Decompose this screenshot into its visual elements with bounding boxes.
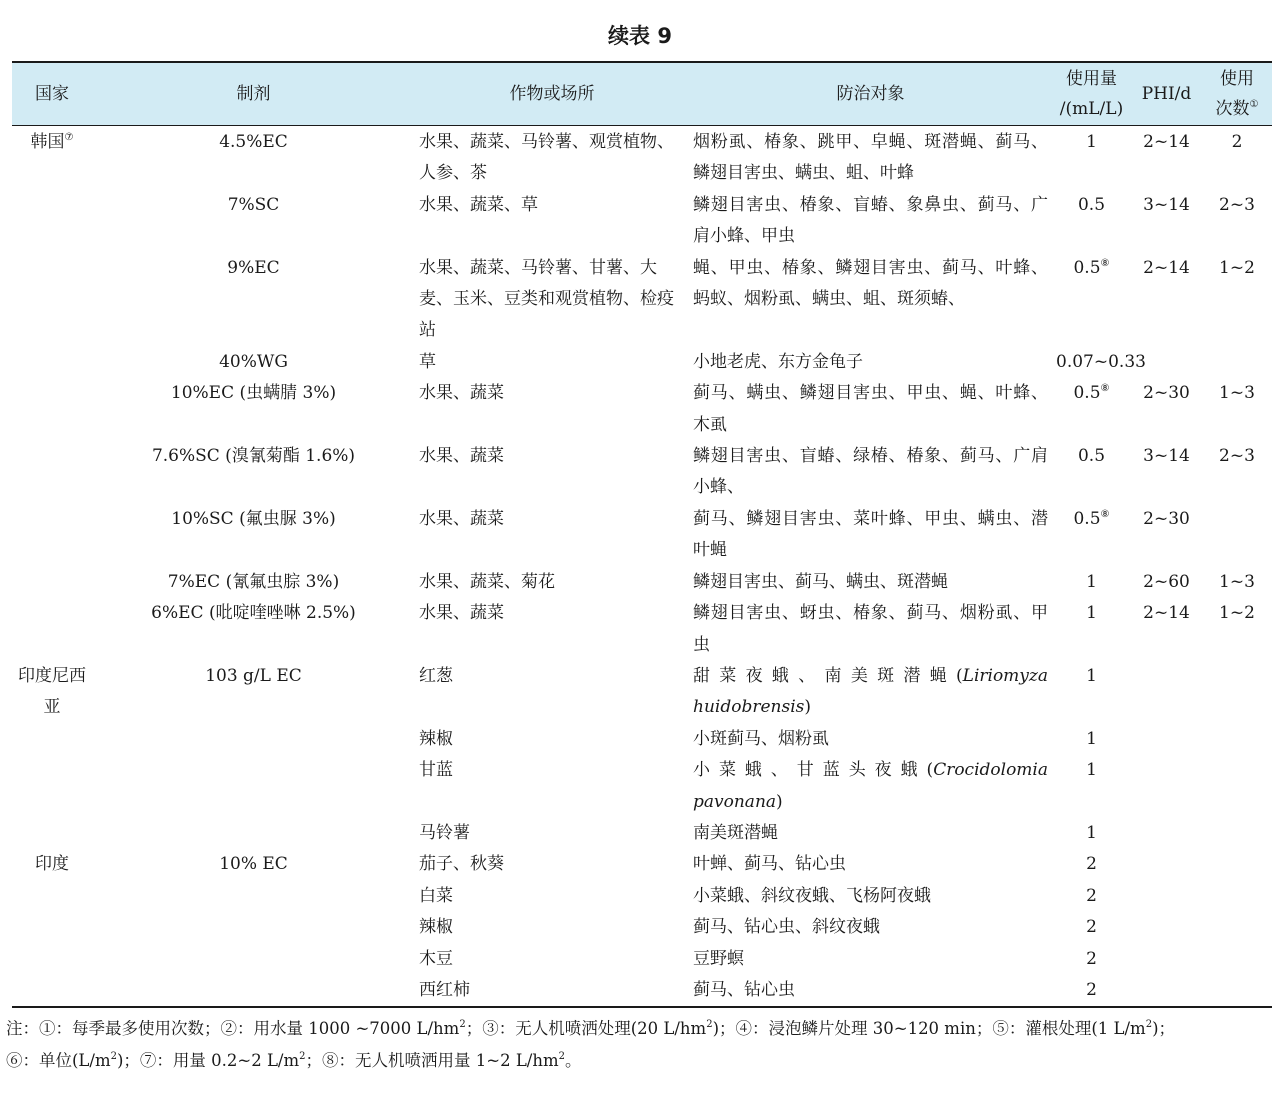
- note-1b: ；③：无人机喷洒处理(20 L/hm: [465, 1019, 707, 1038]
- table-row: [12, 253, 1272, 347]
- crop-cell: [415, 504, 689, 567]
- crop-cell: [415, 567, 689, 598]
- crop-text: 水果、蔬菜: [419, 508, 504, 529]
- dosage-text: 2: [1086, 948, 1097, 969]
- target-text: 鳞翅目害虫、椿象、盲蝽、象鼻虫、蓟马、广肩小蜂、甲虫: [693, 194, 1048, 247]
- header-times-line2: 次数: [1215, 99, 1250, 119]
- header-dosage-line2: /(mL/L): [1059, 99, 1124, 119]
- country-cell: [12, 378, 92, 441]
- target-cell: [689, 818, 1052, 849]
- note-sup: 2: [1145, 1019, 1153, 1030]
- phi-cell: [1131, 661, 1202, 724]
- times-text: 1~3: [1219, 571, 1255, 592]
- dosage-cell: [1052, 975, 1131, 1007]
- crop-cell: [415, 912, 689, 943]
- target-cell: [689, 126, 1052, 190]
- target-latin-name: Crocidolomia pavonana: [693, 760, 1048, 812]
- country-cell: [12, 441, 92, 504]
- country-cell: [12, 504, 92, 567]
- times-cell: [1202, 378, 1272, 441]
- target-text: 鳞翅目害虫、盲蝽、绿椿、椿象、蓟马、广肩小蜂、: [693, 446, 1048, 498]
- country-cell: [12, 724, 92, 755]
- country-cell: [12, 849, 92, 880]
- times-cell: [1202, 567, 1272, 598]
- crop-text: 西红柿: [419, 979, 470, 1000]
- note-sup: 2: [299, 1051, 306, 1062]
- note-line-2: [6, 1045, 1276, 1077]
- times-text: 2: [1231, 132, 1243, 152]
- formulation-cell: [92, 724, 415, 755]
- phi-cell: [1131, 567, 1202, 598]
- country-cell: [12, 818, 92, 849]
- dosage-cell: [1052, 881, 1131, 912]
- times-cell: [1202, 253, 1272, 347]
- dosage-cell: [1052, 724, 1131, 755]
- dosage-text: 1: [1086, 822, 1097, 843]
- formulation-cell: [92, 378, 415, 441]
- crop-cell: [415, 818, 689, 849]
- times-cell: [1202, 755, 1272, 818]
- note-2b: )；⑦：用量 0.2~2 L/m: [116, 1051, 300, 1070]
- header-crop: 作物或场所: [415, 62, 689, 126]
- crop-cell: [415, 253, 689, 347]
- note-sup: 2: [110, 1051, 117, 1062]
- times-text: 2~3: [1219, 194, 1255, 215]
- formulation-cell: [92, 881, 415, 912]
- table-row: [12, 912, 1272, 943]
- target-cell: [689, 190, 1052, 253]
- dosage-sup: ⑧: [1100, 383, 1110, 395]
- country-text: 韩国: [30, 132, 65, 152]
- dosage-text: 1: [1086, 665, 1097, 686]
- phi-cell: [1131, 598, 1202, 661]
- note-2a: ⑥：单位(L/m: [6, 1051, 111, 1070]
- target-text: 豆野螟: [693, 948, 744, 969]
- dosage-text: 2: [1086, 885, 1097, 906]
- phi-cell: [1131, 881, 1202, 912]
- phi-cell: [1131, 755, 1202, 818]
- target-text: 蝇、甲虫、椿象、鳞翅目害虫、蓟马、叶蜂、蚂蚁、烟粉虱、螨虫、蛆、斑须蝽、: [693, 257, 1048, 310]
- phi-text: 3~14: [1143, 446, 1190, 467]
- country-cell: [12, 347, 92, 378]
- table-row: [12, 881, 1272, 912]
- target-cell: [689, 912, 1052, 943]
- phi-text: 2~30: [1143, 508, 1190, 529]
- target-cell: [689, 724, 1052, 755]
- table-row: [12, 944, 1272, 975]
- formulation-text: 7%EC (氰氟虫腙 3%): [167, 571, 340, 592]
- crop-text: 白菜: [419, 885, 453, 906]
- target-cell: [689, 441, 1052, 504]
- dosage-text: 0.5: [1073, 508, 1101, 529]
- target-cell: [689, 504, 1052, 567]
- crop-cell: [415, 126, 689, 190]
- dosage-cell: [1052, 567, 1131, 598]
- crop-text: 水果、蔬菜、草: [419, 194, 538, 215]
- formulation-text: 9%EC: [227, 257, 280, 278]
- dosage-cell: [1052, 598, 1131, 661]
- table-row: [12, 818, 1272, 849]
- dosage-cell: [1052, 190, 1131, 253]
- note-1a: 注：①：每季最多使用次数；②：用水量 1000 ~7000 L/hm: [6, 1019, 460, 1038]
- table-row: [12, 661, 1272, 724]
- country-cell: [12, 190, 92, 253]
- country-cell: [12, 881, 92, 912]
- table-row: [12, 378, 1272, 441]
- country-text: 印度尼西亚: [18, 665, 86, 718]
- formulation-text: 4.5%EC: [219, 132, 288, 152]
- crop-cell: [415, 598, 689, 661]
- target-cell: [689, 755, 1052, 818]
- crop-text: 辣椒: [419, 917, 453, 938]
- dosage-cell: [1052, 253, 1131, 347]
- phi-cell: [1131, 504, 1202, 567]
- phi-cell: [1131, 849, 1202, 880]
- note-line-1: [6, 1013, 1276, 1045]
- header-times-line2-wrap: [1206, 94, 1268, 124]
- dosage-cell: [1052, 441, 1131, 504]
- note-1d: )；: [1152, 1019, 1176, 1038]
- dosage-text: 1: [1086, 760, 1097, 781]
- target-cell: [689, 253, 1052, 347]
- table-row: [12, 567, 1272, 598]
- country-cell: [12, 598, 92, 661]
- times-cell: [1202, 849, 1272, 880]
- dosage-sup: ⑧: [1100, 257, 1110, 269]
- dosage-text: 2: [1086, 854, 1097, 875]
- formulation-text: 6%EC (吡啶喹唑啉 2.5%): [151, 603, 356, 624]
- dosage-text: 0.5: [1077, 194, 1106, 215]
- dosage-text: 1: [1086, 728, 1097, 749]
- target-text: 鳞翅目害虫、蚜虫、椿象、蓟马、烟粉虱、甲虫: [693, 603, 1048, 655]
- crop-text: 水果、蔬菜、菊花: [419, 571, 555, 592]
- phi-cell: [1131, 975, 1202, 1007]
- crop-cell: [415, 724, 689, 755]
- crop-cell: [415, 441, 689, 504]
- formulation-text: 10%SC (氟虫脲 3%): [171, 508, 336, 529]
- crop-text: 木豆: [419, 948, 453, 969]
- crop-text: 水果、蔬菜: [419, 446, 504, 467]
- header-target: 防治对象: [689, 62, 1052, 126]
- note-2d: 。: [565, 1051, 582, 1070]
- dosage-text: 0.5: [1073, 257, 1101, 278]
- target-text: 蓟马、螨虫、鳞翅目害虫、甲虫、蝇、叶蜂、木虱: [693, 383, 1048, 435]
- table-title: 续表 9: [608, 24, 672, 48]
- times-text: 1~2: [1219, 603, 1255, 624]
- table-row: [12, 190, 1272, 253]
- times-cell: [1202, 881, 1272, 912]
- formulation-text: 10% EC: [219, 854, 288, 875]
- country-cell: [12, 567, 92, 598]
- table-row: [12, 504, 1272, 567]
- header-formulation: 制剂: [92, 62, 415, 126]
- times-cell: [1202, 504, 1272, 567]
- formulation-text: 40%WG: [219, 351, 288, 372]
- formulation-cell: [92, 126, 415, 190]
- crop-cell: [415, 661, 689, 724]
- phi-cell: [1131, 190, 1202, 253]
- target-latin-name: Liriomyza huidobrensis: [693, 665, 1048, 718]
- phi-cell: [1131, 912, 1202, 943]
- formulation-cell: [92, 912, 415, 943]
- times-cell: [1202, 975, 1272, 1007]
- dosage-text: 0.5: [1073, 383, 1101, 404]
- formulation-text: 7%SC: [227, 194, 280, 215]
- dosage-cell: [1052, 944, 1131, 975]
- header-times-sup: ①: [1249, 99, 1259, 110]
- formulation-text: 103 g/L EC: [205, 665, 302, 686]
- times-cell: [1202, 441, 1272, 504]
- times-cell: [1202, 190, 1272, 253]
- table-row: [12, 441, 1272, 504]
- country-cell: [12, 755, 92, 818]
- note-sup: 2: [706, 1019, 713, 1030]
- target-text: 小地老虎、东方金龟子: [693, 351, 863, 372]
- formulation-cell: [92, 818, 415, 849]
- crop-cell: [415, 347, 689, 378]
- dosage-text: 1: [1086, 571, 1097, 592]
- target-text: 小菜蛾、斜纹夜蛾、飞杨阿夜蛾: [693, 885, 931, 906]
- dosage-text: 2: [1086, 917, 1097, 938]
- country-cell: [12, 944, 92, 975]
- times-cell: [1202, 944, 1272, 975]
- note-2c: ；⑧：无人机喷洒用量 1~2 L/hm: [305, 1051, 559, 1070]
- crop-text: 草: [419, 351, 436, 372]
- crop-cell: [415, 378, 689, 441]
- target-text: 小斑蓟马、烟粉虱: [693, 728, 829, 749]
- formulation-cell: [92, 975, 415, 1007]
- target-text: 蓟马、钻心虫、斜纹夜蛾: [693, 917, 880, 938]
- dosage-text: 1: [1086, 132, 1097, 152]
- formulation-cell: [92, 567, 415, 598]
- phi-cell: [1131, 253, 1202, 347]
- crop-text: 茄子、秋葵: [419, 854, 504, 875]
- note-1c: )；④：浸泡鳞片处理 30~120 min；⑤：灌根处理(1 L/m: [712, 1019, 1146, 1038]
- header-dosage: [1052, 62, 1131, 126]
- dosage-cell: [1052, 849, 1131, 880]
- dosage-cell: [1052, 912, 1131, 943]
- crop-cell: [415, 881, 689, 912]
- times-text: 1~3: [1219, 383, 1255, 404]
- header-country: 国家: [12, 62, 92, 126]
- table-row: [12, 126, 1272, 190]
- target-text-end: ): [804, 697, 811, 718]
- dosage-text: 0.07~0.33: [1056, 351, 1146, 372]
- crop-text: 甘蓝: [419, 760, 453, 781]
- table-row: [12, 724, 1272, 755]
- table-notes: [6, 1013, 1276, 1077]
- formulation-cell: [92, 849, 415, 880]
- crop-text: 水果、蔬菜、马铃薯、甘薯、大麦、玉米、豆类和观赏植物、检疫站: [419, 257, 674, 341]
- dosage-cell: [1052, 126, 1131, 190]
- table-body: [12, 126, 1272, 1008]
- times-cell: [1202, 347, 1272, 378]
- formulation-cell: [92, 441, 415, 504]
- formulation-text: 10%EC (虫螨腈 3%): [170, 383, 337, 404]
- country-cell: [12, 975, 92, 1007]
- crop-text: 水果、蔬菜、马铃薯、观赏植物、人参、茶: [419, 132, 674, 184]
- header-dosage-line1: 使用量: [1066, 69, 1117, 89]
- table-row: [12, 975, 1272, 1007]
- dosage-cell: [1052, 378, 1131, 441]
- target-text: 鳞翅目害虫、蓟马、螨虫、斑潜蝇: [693, 571, 948, 592]
- times-text: 2~3: [1219, 446, 1255, 467]
- header-phi: PHI/d: [1131, 62, 1202, 126]
- target-cell: [689, 347, 1052, 378]
- country-cell: [12, 126, 92, 190]
- phi-cell: [1131, 818, 1202, 849]
- formulation-cell: [92, 755, 415, 818]
- target-text: 小 菜 蛾 、 甘 蓝 头 夜 蛾 (: [693, 760, 934, 781]
- dosage-cell: [1052, 818, 1131, 849]
- target-cell: [689, 598, 1052, 661]
- crop-cell: [415, 755, 689, 818]
- dosage-text: 2: [1086, 979, 1097, 1000]
- table-row: [12, 598, 1272, 661]
- crop-cell: [415, 944, 689, 975]
- country-cell: [12, 912, 92, 943]
- phi-cell: [1131, 378, 1202, 441]
- dosage-cell: [1052, 347, 1146, 378]
- header-times-line1: 使用: [1220, 69, 1254, 89]
- target-cell: [689, 378, 1052, 441]
- note-sup: 2: [558, 1051, 565, 1062]
- phi-cell: [1131, 126, 1202, 190]
- formulation-cell: [92, 598, 415, 661]
- formulation-cell: [92, 190, 415, 253]
- phi-cell: [1131, 724, 1202, 755]
- country-sup: ⑦: [64, 132, 74, 143]
- times-text: 1~2: [1219, 257, 1255, 278]
- target-cell: [689, 661, 1052, 724]
- target-text: 南美斑潜蝇: [693, 822, 778, 843]
- formulation-cell: [92, 347, 415, 378]
- dosage-text: 0.5: [1077, 446, 1106, 467]
- target-cell: [689, 849, 1052, 880]
- note-sup: 2: [459, 1019, 466, 1030]
- phi-text: 2~30: [1143, 383, 1190, 404]
- times-cell: [1202, 126, 1272, 190]
- formulation-text: 7.6%SC (溴氰菊酯 1.6%): [151, 446, 356, 467]
- table-row: [12, 347, 1272, 378]
- crop-text: 水果、蔬菜: [419, 383, 504, 404]
- target-cell: [689, 944, 1052, 975]
- times-cell: [1202, 598, 1272, 661]
- table-row: [12, 849, 1272, 880]
- times-cell: [1202, 912, 1272, 943]
- dosage-cell: [1052, 661, 1131, 724]
- crop-text: 辣椒: [419, 728, 453, 749]
- target-text-end: ): [776, 791, 783, 812]
- phi-cell: [1131, 441, 1202, 504]
- times-cell: [1202, 818, 1272, 849]
- country-cell: [12, 661, 92, 724]
- crop-text: 水果、蔬菜: [419, 603, 504, 624]
- phi-text: 2~14: [1143, 257, 1190, 278]
- times-cell: [1202, 661, 1272, 724]
- phi-cell: [1131, 944, 1202, 975]
- target-cell: [689, 975, 1052, 1007]
- crop-cell: [415, 849, 689, 880]
- data-table: [12, 61, 1272, 1008]
- crop-cell: [415, 975, 689, 1007]
- country-cell: [12, 253, 92, 347]
- formulation-cell: [92, 661, 415, 724]
- table-row: [12, 755, 1272, 818]
- phi-text: 3~14: [1143, 194, 1190, 215]
- target-cell: [689, 881, 1052, 912]
- phi-text: 2~60: [1143, 571, 1190, 592]
- phi-text: 2~14: [1143, 603, 1190, 624]
- dosage-text: 1: [1086, 603, 1097, 624]
- crop-cell: [415, 190, 689, 253]
- target-text: 蓟马、钻心虫: [693, 979, 795, 1000]
- crop-text: 马铃薯: [419, 822, 470, 843]
- table-header-row: [12, 62, 1272, 126]
- dosage-cell: [1052, 504, 1131, 567]
- target-text: 叶蝉、蓟马、钻心虫: [693, 854, 846, 875]
- crop-text: 红葱: [419, 665, 453, 686]
- phi-text: 2~14: [1143, 132, 1190, 152]
- times-cell: [1202, 724, 1272, 755]
- target-text: 甜 菜 夜 蛾 、 南 美 斑 潜 蝇 (: [693, 665, 963, 686]
- country-text: 印度: [35, 854, 69, 875]
- target-cell: [689, 567, 1052, 598]
- dosage-cell: [1052, 755, 1131, 818]
- target-text: 蓟马、鳞翅目害虫、菜叶蜂、甲虫、螨虫、潜叶蝇: [693, 508, 1048, 561]
- formulation-cell: [92, 253, 415, 347]
- header-times: [1202, 62, 1272, 126]
- target-text: 烟粉虱、椿象、跳甲、皁蝇、斑潜蝇、蓟马、鳞翅目害虫、螨虫、蛆、叶蜂: [693, 132, 1048, 184]
- formulation-cell: [92, 944, 415, 975]
- formulation-cell: [92, 504, 415, 567]
- dosage-sup: ⑧: [1100, 508, 1110, 520]
